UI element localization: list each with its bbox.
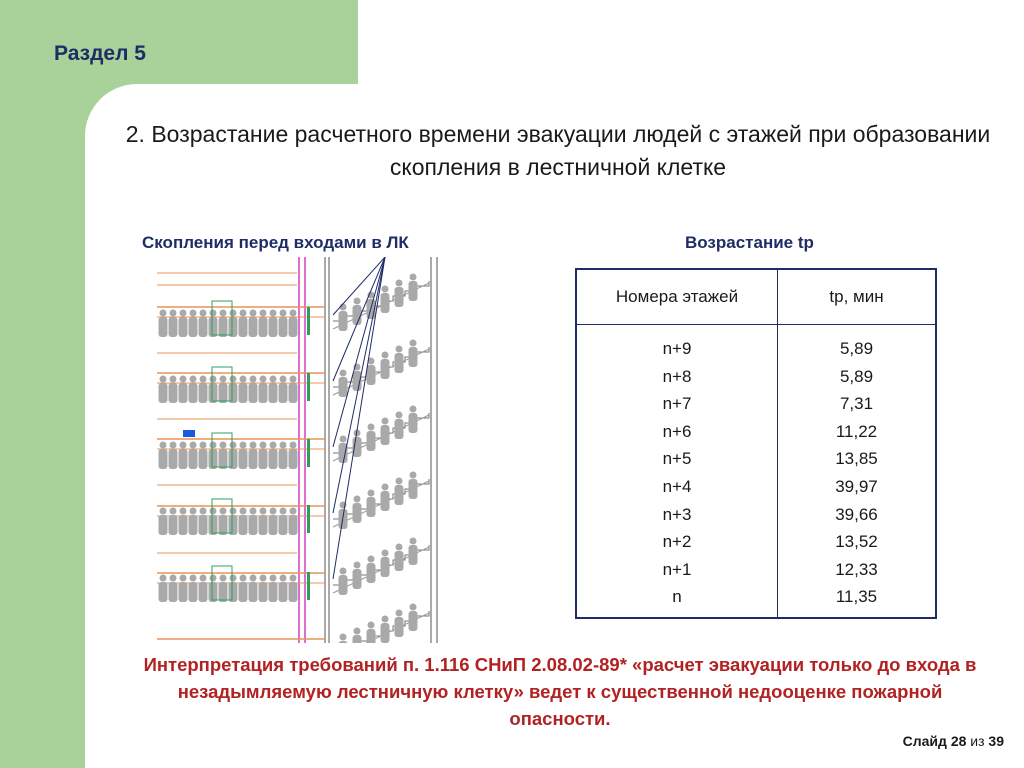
- person-silhouette: [279, 442, 288, 470]
- diagram-heading: Скопления перед входами в ЛК: [142, 233, 409, 252]
- door-marker: [307, 572, 310, 600]
- person-silhouette: [189, 508, 198, 536]
- person-silhouette: [339, 370, 348, 398]
- person-silhouette: [259, 442, 268, 470]
- person-silhouette: [409, 274, 418, 302]
- person-silhouette: [179, 376, 188, 404]
- person-silhouette: [367, 424, 376, 452]
- slide-counter: [903, 733, 1004, 749]
- time-value: 13,52: [835, 532, 878, 552]
- person-silhouette: [249, 310, 258, 338]
- person-silhouette: [219, 376, 228, 404]
- header-time: tр, мин: [778, 269, 937, 325]
- person-silhouette: [353, 562, 362, 590]
- slide-title: 2. Возрастание расчетного времени эвакуации людей с этажей при образовании скопления в лестничной клетке: [125, 121, 991, 180]
- person-silhouette: [189, 575, 198, 603]
- table-heading: Возрастание tр: [685, 233, 814, 252]
- person-silhouette: [395, 478, 404, 506]
- person-silhouette: [159, 575, 168, 603]
- section-label: Раздел 5: [54, 42, 146, 65]
- footnote: Интерпретация требований п. 1.116 СНиП 2.08.02-89* «расчет эвакуации только до входа в незадымляемую лестничную клетку» ведет к существенной недооценке пожарной опасности.: [143, 654, 977, 729]
- person-silhouette: [219, 508, 228, 536]
- person-silhouette: [279, 310, 288, 338]
- person-silhouette: [229, 508, 238, 536]
- evacuation-diagram: [157, 257, 445, 643]
- person-silhouette: [239, 442, 248, 470]
- time-value: 39,66: [835, 504, 878, 524]
- floors-column: [576, 325, 778, 618]
- person-silhouette: [259, 310, 268, 338]
- person-silhouette: [353, 628, 362, 644]
- person-silhouette: [279, 575, 288, 603]
- person-silhouette: [189, 310, 198, 338]
- person-silhouette: [289, 442, 298, 470]
- person-silhouette: [169, 442, 178, 470]
- person-silhouette: [239, 310, 248, 338]
- person-silhouette: [199, 442, 208, 470]
- person-silhouette: [199, 376, 208, 404]
- person-silhouette: [289, 508, 298, 536]
- person-silhouette: [409, 340, 418, 368]
- person-silhouette: [239, 508, 248, 536]
- person-silhouette: [269, 310, 278, 338]
- person-silhouette: [159, 376, 168, 404]
- person-silhouette: [179, 442, 188, 470]
- floor-label: n+9: [662, 339, 692, 358]
- person-silhouette: [409, 604, 418, 632]
- person-silhouette: [381, 352, 390, 380]
- person-silhouette: [189, 442, 198, 470]
- person-silhouette: [367, 556, 376, 584]
- table-row: [576, 325, 936, 618]
- time-value: 39,97: [835, 476, 878, 496]
- person-silhouette: [159, 442, 168, 470]
- floor-label: n+3: [662, 504, 692, 524]
- person-silhouette: [269, 442, 278, 470]
- floor-label: n+4: [662, 476, 692, 496]
- floor-label: n: [672, 587, 682, 607]
- person-silhouette: [209, 575, 218, 603]
- door-marker: [307, 307, 310, 335]
- person-silhouette: [395, 610, 404, 638]
- person-silhouette: [339, 634, 348, 644]
- person-silhouette: [395, 346, 404, 374]
- person-silhouette: [409, 406, 418, 434]
- person-silhouette: [381, 418, 390, 446]
- floor-label: n+7: [662, 394, 692, 414]
- person-silhouette: [339, 568, 348, 596]
- person-silhouette: [289, 376, 298, 404]
- person-silhouette: [409, 538, 418, 566]
- person-silhouette: [289, 310, 298, 338]
- person-silhouette: [159, 508, 168, 536]
- person-silhouette: [229, 442, 238, 470]
- person-silhouette: [229, 575, 238, 603]
- time-value: 7,31: [839, 394, 874, 414]
- door-marker: [307, 505, 310, 533]
- time-value: 5,89: [839, 339, 874, 358]
- person-silhouette: [269, 575, 278, 603]
- person-silhouette: [189, 376, 198, 404]
- person-silhouette: [229, 310, 238, 338]
- person-silhouette: [219, 310, 228, 338]
- person-silhouette: [229, 376, 238, 404]
- person-silhouette: [219, 442, 228, 470]
- person-silhouette: [259, 575, 268, 603]
- person-silhouette: [381, 616, 390, 644]
- slide-prefix: Слайд: [902, 733, 947, 749]
- person-silhouette: [395, 280, 404, 308]
- floor-label: n+2: [662, 532, 692, 552]
- person-silhouette: [367, 622, 376, 644]
- person-silhouette: [353, 298, 362, 326]
- person-silhouette: [259, 508, 268, 536]
- person-silhouette: [209, 508, 218, 536]
- floor-label: n+6: [662, 421, 692, 441]
- person-silhouette: [395, 412, 404, 440]
- header-floors: Номера этажей: [576, 269, 778, 325]
- person-silhouette: [249, 442, 258, 470]
- person-silhouette: [381, 550, 390, 578]
- person-silhouette: [169, 508, 178, 536]
- door-marker: [307, 373, 310, 401]
- person-silhouette: [239, 575, 248, 603]
- person-silhouette: [367, 490, 376, 518]
- person-silhouette: [269, 376, 278, 404]
- person-silhouette: [279, 508, 288, 536]
- person-silhouette: [279, 376, 288, 404]
- person-silhouette: [169, 376, 178, 404]
- blue-marker: [183, 430, 195, 437]
- table-header-row: [576, 269, 936, 325]
- person-silhouette: [199, 508, 208, 536]
- person-silhouette: [219, 575, 228, 603]
- person-silhouette: [249, 575, 258, 603]
- slide-total: 39: [988, 733, 1004, 749]
- floor-label: n+5: [662, 449, 692, 469]
- time-value: 11,22: [835, 421, 878, 441]
- person-silhouette: [169, 310, 178, 338]
- floor-label: n+1: [662, 559, 692, 579]
- person-silhouette: [353, 496, 362, 524]
- person-silhouette: [199, 310, 208, 338]
- person-silhouette: [169, 575, 178, 603]
- times-column: [778, 325, 937, 618]
- person-silhouette: [179, 508, 188, 536]
- person-silhouette: [289, 575, 298, 603]
- floor-label: n+8: [662, 366, 692, 386]
- time-value: 12,33: [835, 559, 878, 579]
- person-silhouette: [179, 310, 188, 338]
- person-silhouette: [249, 508, 258, 536]
- person-silhouette: [381, 286, 390, 314]
- person-silhouette: [381, 484, 390, 512]
- person-silhouette: [409, 472, 418, 500]
- time-value: 13,85: [835, 449, 878, 469]
- person-silhouette: [259, 376, 268, 404]
- time-value: 5,89: [839, 366, 874, 386]
- slide-current: 28: [950, 733, 967, 749]
- person-silhouette: [249, 376, 258, 404]
- person-silhouette: [395, 544, 404, 572]
- person-silhouette: [239, 376, 248, 404]
- slide-sep: из: [970, 733, 985, 749]
- time-value: 11,35: [835, 587, 878, 607]
- person-silhouette: [199, 575, 208, 603]
- evacuation-time-table: [575, 268, 937, 619]
- person-silhouette: [209, 376, 218, 404]
- person-silhouette: [269, 508, 278, 536]
- person-silhouette: [159, 310, 168, 338]
- person-silhouette: [179, 575, 188, 603]
- person-silhouette: [209, 442, 218, 470]
- person-silhouette: [209, 310, 218, 338]
- door-marker: [307, 439, 310, 467]
